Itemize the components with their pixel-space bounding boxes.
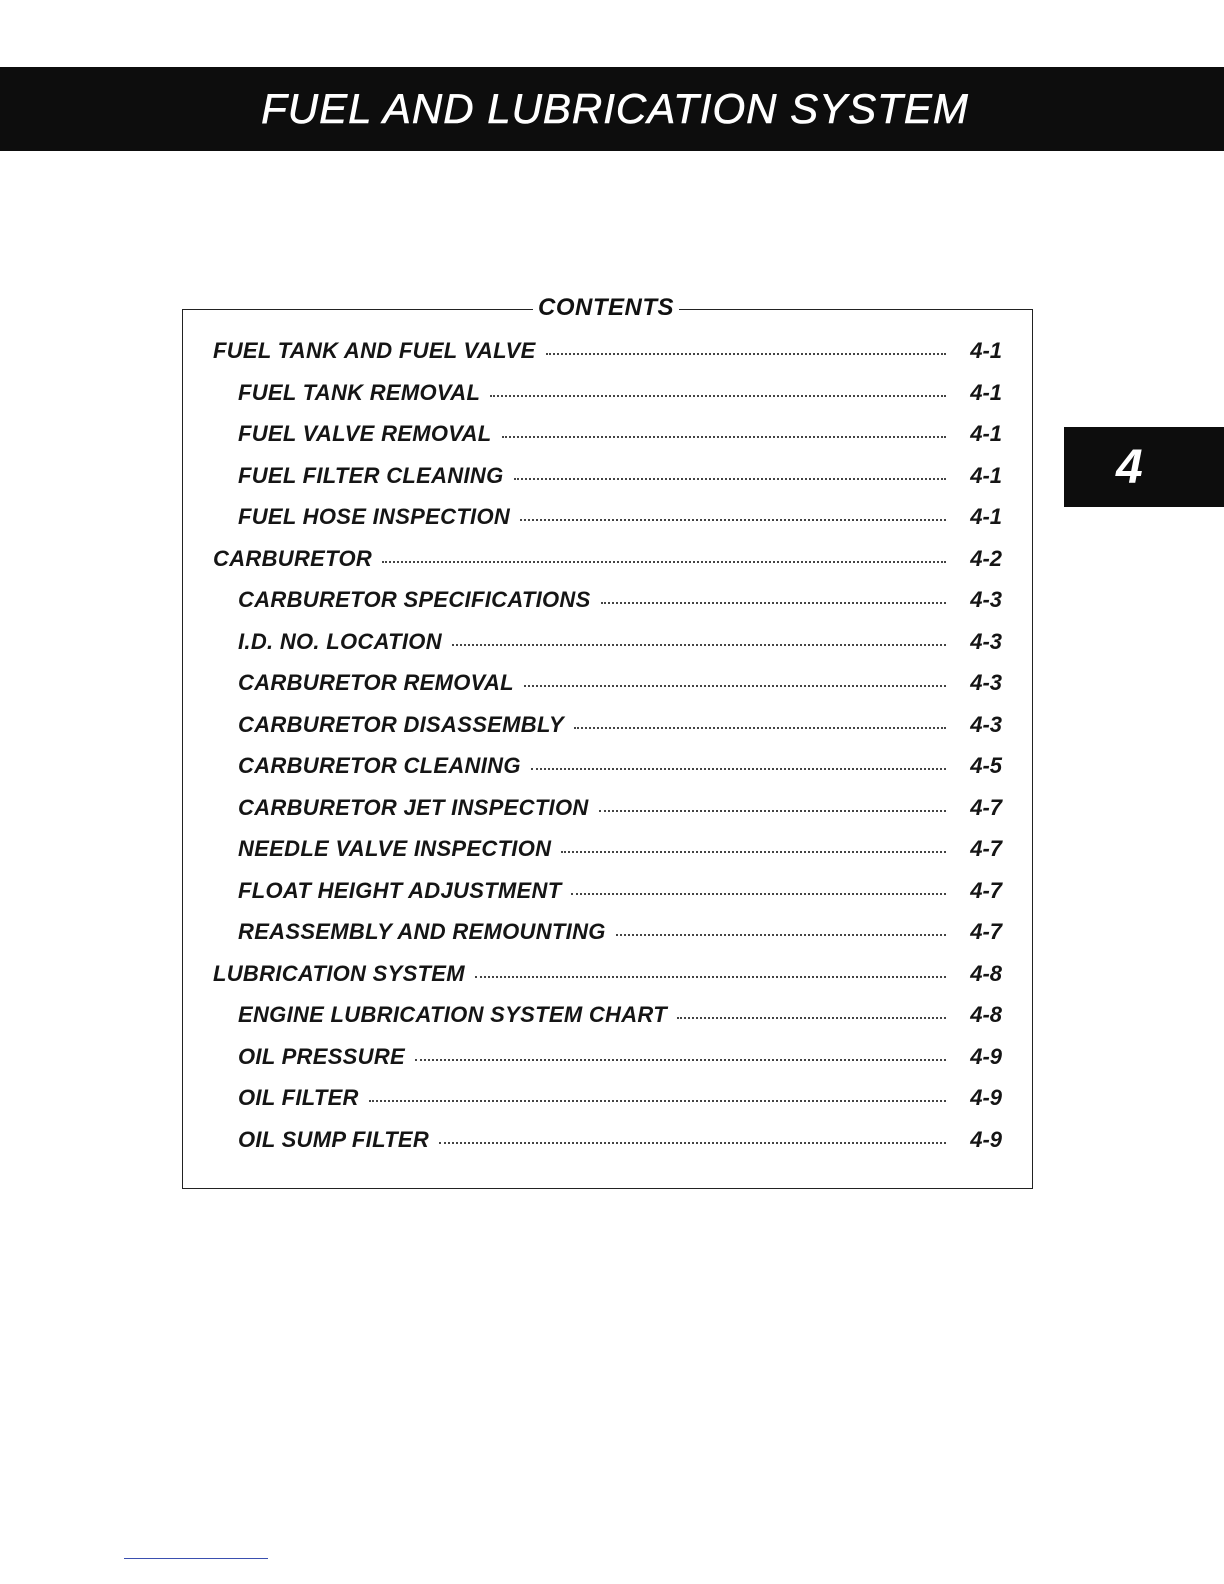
toc-entry[interactable] — [238, 1042, 1002, 1072]
toc-entry-label: CARBURETOR — [213, 545, 373, 571]
toc-dot-leader — [502, 436, 946, 438]
toc-dot-leader — [616, 934, 946, 936]
toc-dot-leader — [475, 976, 946, 978]
toc-entry[interactable] — [238, 668, 1002, 698]
toc-entry-label: CARBURETOR REMOVAL — [238, 670, 514, 695]
toc-entry-page: 4-3 — [970, 711, 1002, 737]
toc-dot-leader — [601, 602, 946, 604]
toc-entry-page: 4-7 — [970, 877, 1002, 903]
toc-dot-leader — [439, 1142, 946, 1144]
toc-entry-label: CARBURETOR SPECIFICATIONS — [238, 587, 591, 612]
toc-dot-leader — [599, 810, 946, 812]
toc-entry-label: REASSEMBLY AND REMOUNTING — [238, 919, 606, 944]
page-title: FUEL AND LUBRICATION SYSTEM — [261, 85, 969, 132]
toc-entry-page: 4-7 — [970, 836, 1002, 861]
chapter-title-bar — [0, 67, 1224, 151]
toc-dot-leader — [524, 685, 946, 687]
toc-dot-leader — [531, 768, 946, 770]
toc-entry[interactable] — [213, 959, 1002, 989]
toc-entry-label: LUBRICATION SYSTEM — [213, 960, 465, 986]
toc-entry[interactable] — [238, 834, 1002, 864]
toc-dot-leader — [677, 1017, 946, 1019]
toc-entry[interactable] — [213, 336, 1002, 366]
toc-entry-label: CARBURETOR CLEANING — [238, 753, 521, 778]
toc-dot-leader — [571, 893, 946, 895]
toc-entry-label: CARBURETOR JET INSPECTION — [238, 794, 589, 820]
toc-entry[interactable] — [213, 544, 1002, 574]
toc-entry[interactable] — [238, 876, 1002, 906]
toc-dot-leader — [520, 519, 946, 521]
toc-entry-page: 4-9 — [970, 1126, 1002, 1152]
contents-box — [182, 294, 1033, 1189]
toc-entry-page: 4-3 — [970, 628, 1002, 654]
toc-entry-label: FUEL TANK AND FUEL VALVE — [213, 338, 536, 363]
toc-entry-label: ENGINE LUBRICATION SYSTEM CHART — [238, 1002, 667, 1027]
toc-dot-leader — [514, 478, 946, 480]
chapter-number: 4 — [1116, 440, 1143, 494]
toc-entry-label: FUEL HOSE INSPECTION — [238, 504, 511, 529]
toc-entry[interactable] — [238, 1083, 1002, 1113]
toc-dot-leader — [490, 395, 946, 397]
toc-entry-page: 4-7 — [970, 919, 1002, 944]
toc-entry[interactable] — [238, 378, 1002, 408]
toc-entry[interactable] — [238, 1125, 1002, 1155]
toc-entry-label: NEEDLE VALVE INSPECTION — [238, 836, 552, 861]
contents-heading: CONTENTS — [533, 294, 679, 322]
toc-entry[interactable] — [238, 461, 1002, 491]
toc-dot-leader — [546, 353, 946, 355]
toc-entry-page: 4-8 — [970, 960, 1002, 986]
toc-entry-page: 4-1 — [970, 379, 1002, 405]
toc-dot-leader — [415, 1059, 946, 1061]
toc-entry-label: I.D. NO. LOCATION — [238, 628, 442, 654]
toc-entry-page: 4-9 — [970, 1085, 1002, 1110]
toc-entry-page: 4-9 — [970, 1043, 1002, 1069]
toc-entry-page: 4-7 — [970, 794, 1002, 820]
toc-entry-page: 4-3 — [970, 670, 1002, 695]
toc-entry[interactable] — [238, 710, 1002, 740]
toc-entry-label: FLOAT HEIGHT ADJUSTMENT — [238, 877, 562, 903]
toc-entry-page: 4-1 — [970, 421, 1002, 446]
toc-entry-page: 4-1 — [970, 338, 1002, 363]
toc-entry[interactable] — [238, 751, 1002, 781]
toc-dot-leader — [574, 727, 946, 729]
toc-entry[interactable] — [238, 585, 1002, 615]
toc-entry-page: 4-5 — [970, 753, 1002, 778]
toc-entry-label: CARBURETOR DISASSEMBLY — [238, 711, 565, 737]
toc-entry-page: 4-1 — [970, 462, 1002, 488]
toc-dot-leader — [561, 851, 946, 853]
toc-entry-page: 4-2 — [970, 545, 1002, 571]
toc-entry-label: FUEL VALVE REMOVAL — [238, 421, 492, 446]
toc-dot-leader — [369, 1100, 946, 1102]
toc-entry[interactable] — [238, 917, 1002, 947]
toc-entry-page: 4-3 — [970, 587, 1002, 612]
footer-rule — [124, 1558, 268, 1559]
toc-entry[interactable] — [238, 1000, 1002, 1030]
toc-entry-label: OIL PRESSURE — [238, 1043, 406, 1069]
chapter-tab — [1064, 427, 1224, 507]
toc-entry[interactable] — [238, 419, 1002, 449]
toc-entry-page: 4-8 — [970, 1002, 1002, 1027]
toc-entry-label: FUEL TANK REMOVAL — [238, 379, 481, 405]
toc-entry[interactable] — [238, 627, 1002, 657]
toc-entry-label: OIL FILTER — [238, 1085, 359, 1110]
toc-entry[interactable] — [238, 502, 1002, 532]
toc-entry-label: FUEL FILTER CLEANING — [238, 462, 504, 488]
toc-entry-label: OIL SUMP FILTER — [238, 1126, 430, 1152]
toc-entry-page: 4-1 — [970, 504, 1002, 529]
toc-dot-leader — [382, 561, 946, 563]
toc-dot-leader — [452, 644, 946, 646]
toc-entry[interactable] — [238, 793, 1002, 823]
